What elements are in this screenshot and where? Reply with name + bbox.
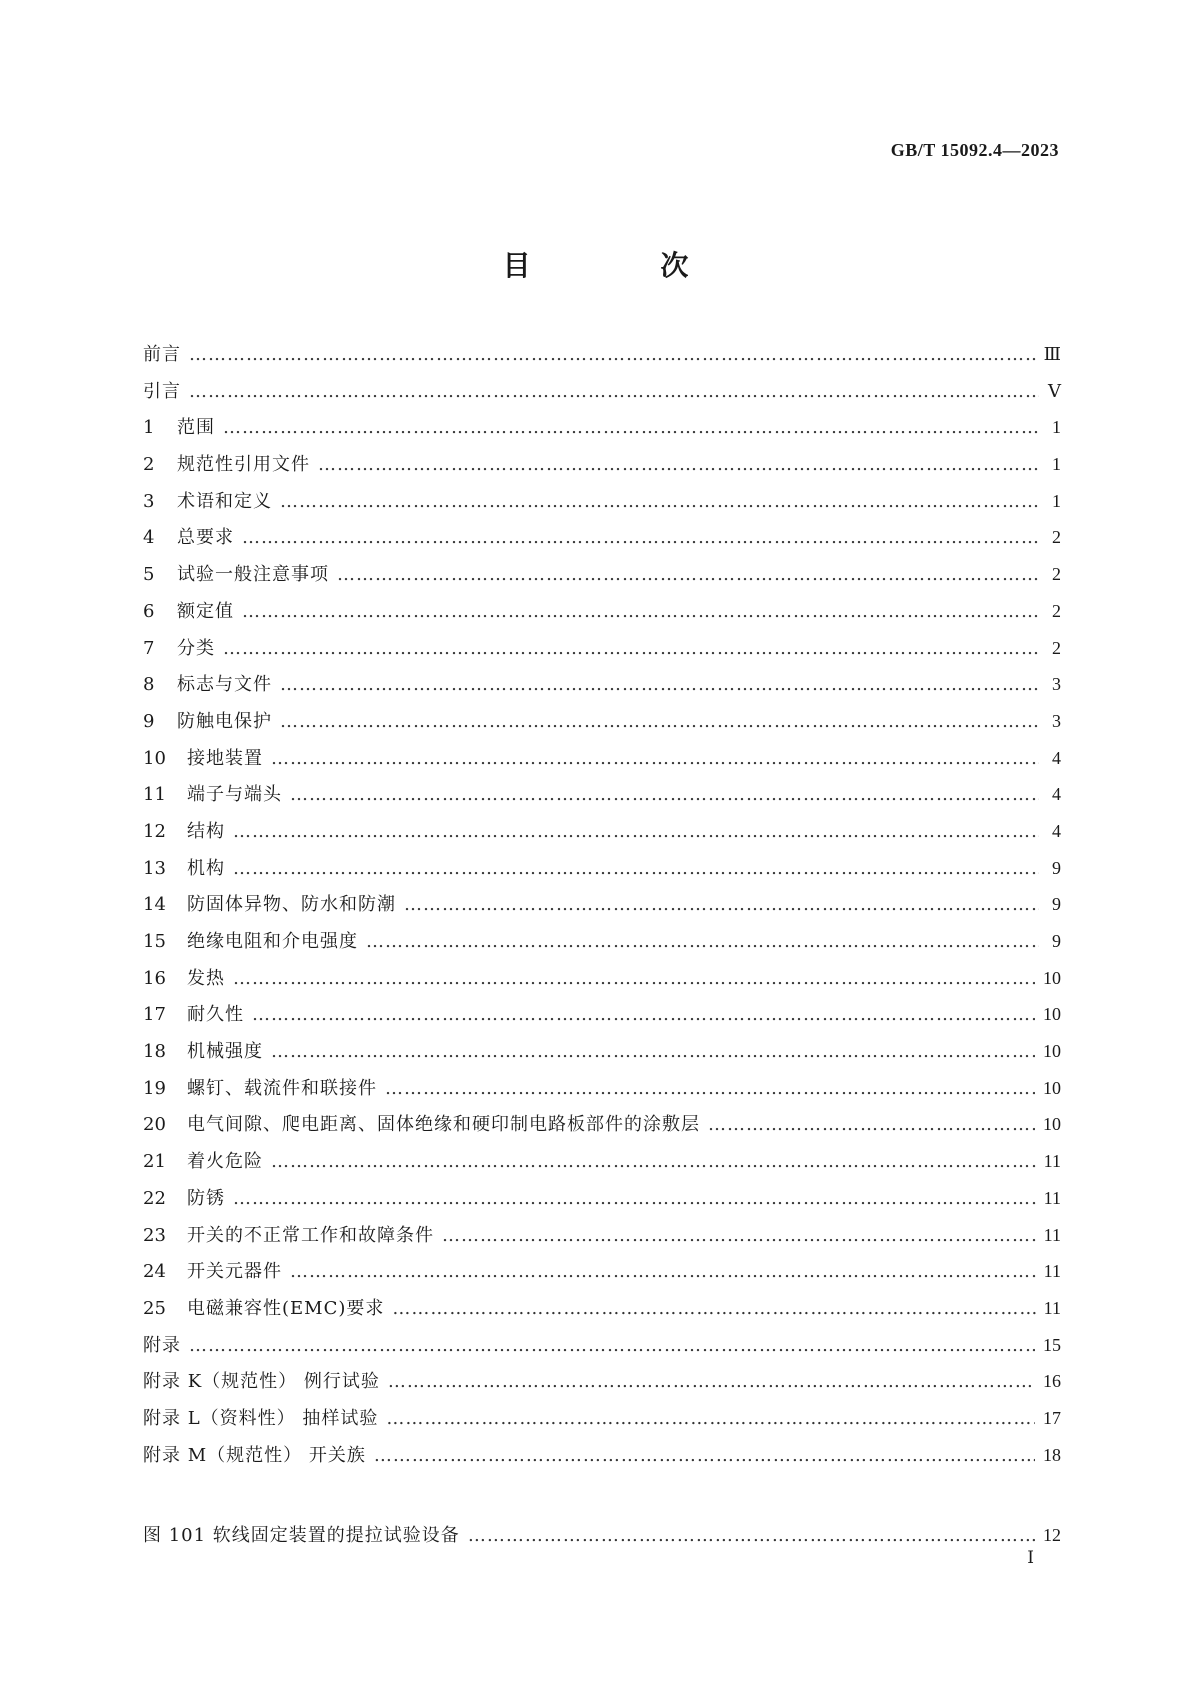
toc-entry[interactable]	[143, 996, 1061, 1033]
toc-entry-label: 总要求	[177, 527, 234, 549]
toc-entry[interactable]	[143, 1363, 1061, 1400]
toc-entry-label: 接地装置	[187, 747, 263, 769]
toc-entry-page: 2	[1052, 600, 1061, 621]
toc-entry[interactable]	[143, 1143, 1061, 1180]
toc-entry-page: 10	[1043, 1114, 1061, 1135]
dot-leader	[233, 851, 1039, 888]
toc-entry-page: 11	[1043, 1297, 1061, 1318]
toc-entry-label: 电磁兼容性(EMC)要求	[187, 1297, 385, 1319]
toc-entry-label: 防锈	[187, 1187, 225, 1209]
toc-entry-page: 1	[1052, 454, 1061, 475]
toc-entry-label: 防触电保护	[177, 710, 272, 732]
toc-entry-number: 12	[143, 820, 166, 842]
toc-entry-number: 17	[143, 1004, 166, 1026]
toc-entry-page: 11	[1043, 1261, 1061, 1282]
toc-entry-label: 试验一般注意事项	[177, 564, 329, 586]
dot-leader	[708, 1107, 1035, 1144]
toc-entry-page: 3	[1052, 674, 1061, 695]
toc-entry-label: 绝缘电阻和介电强度	[187, 931, 358, 952]
toc-entry[interactable]	[143, 409, 1061, 446]
toc-entry-label: 附录 K（规范性） 例行试验	[143, 1371, 380, 1393]
toc-entry-page: 11	[1043, 1187, 1061, 1208]
toc-entry-label: 开关的不正常工作和故障条件	[187, 1224, 434, 1246]
dot-leader	[386, 1401, 1035, 1438]
dot-leader	[280, 704, 1039, 741]
toc-entry[interactable]	[143, 1400, 1061, 1437]
toc-entry[interactable]	[143, 1437, 1061, 1474]
toc-entry-label: 引言	[143, 380, 181, 402]
figure-entry-page: 12	[1043, 1525, 1061, 1545]
toc-entry[interactable]	[143, 776, 1061, 813]
toc-entry[interactable]	[143, 483, 1061, 520]
toc-entry-number: 19	[143, 1077, 166, 1099]
toc-entry-label: 耐久性	[187, 1004, 244, 1026]
figure-list	[143, 1517, 1061, 1554]
toc-entry-page: 17	[1043, 1407, 1061, 1428]
figure-entry-label: 图 101 软线固定装置的提拉试验设备	[143, 1525, 460, 1546]
toc-entry-page: 2	[1052, 527, 1061, 548]
page-number: Ⅰ	[1027, 1548, 1034, 1567]
toc-entry-label: 着火危险	[187, 1151, 263, 1173]
toc-entry-number: 22	[143, 1187, 166, 1209]
dot-leader	[223, 410, 1039, 447]
page-title: 目 次	[502, 249, 749, 282]
toc-entry-label: 标志与文件	[177, 674, 272, 696]
dot-leader	[290, 1254, 1036, 1291]
dot-leader	[252, 997, 1035, 1034]
dot-leader	[233, 961, 1035, 998]
dot-leader	[374, 1438, 1035, 1475]
dot-leader	[280, 667, 1039, 704]
toc-entry[interactable]	[143, 336, 1061, 373]
toc-entry-page: 2	[1052, 564, 1061, 585]
toc-entry-number: 13	[143, 857, 166, 879]
toc-entry-label: 术语和定义	[177, 490, 272, 512]
toc-entry-page: 2	[1052, 637, 1061, 658]
toc-entry[interactable]	[143, 1290, 1061, 1327]
toc-entry-number: 15	[143, 931, 166, 952]
dot-leader	[271, 1144, 1036, 1181]
dot-leader	[404, 887, 1039, 924]
figure-entry[interactable]	[143, 1517, 1061, 1554]
toc-entry[interactable]	[143, 1327, 1061, 1364]
toc-entry-number: 8	[143, 674, 155, 696]
toc-entry-page: 10	[1043, 1004, 1061, 1025]
toc-entry-number: 5	[143, 564, 155, 586]
toc-entry-page: 16	[1043, 1371, 1061, 1392]
toc-entry-page: 4	[1052, 820, 1061, 841]
dot-leader	[385, 1071, 1035, 1108]
toc-entry-number: 7	[143, 637, 155, 659]
toc-entry-label: 附录	[143, 1334, 181, 1356]
table-of-contents	[143, 336, 1061, 1473]
toc-entry-label: 规范性引用文件	[177, 454, 310, 476]
toc-entry-page: 9	[1052, 857, 1061, 878]
toc-entry-page: 4	[1052, 784, 1061, 805]
toc-entry[interactable]	[143, 1106, 1061, 1143]
toc-entry-label: 前言	[143, 344, 181, 365]
toc-entry-label: 附录 L（资料性） 抽样试验	[143, 1407, 379, 1429]
dot-leader	[271, 1034, 1035, 1071]
toc-entry-label: 附录 M（规范性） 开关族	[143, 1444, 366, 1466]
toc-entry-label: 电气间隙、爬电距离、固体绝缘和硬印制电路板部件的涂敷层	[187, 1114, 700, 1136]
dot-leader	[189, 1328, 1035, 1365]
toc-entry[interactable]	[143, 556, 1061, 593]
toc-entry[interactable]	[143, 960, 1061, 997]
toc-entry[interactable]	[143, 630, 1061, 667]
toc-entry-page: 3	[1052, 710, 1061, 731]
toc-entry[interactable]	[143, 666, 1061, 703]
toc-entry[interactable]	[143, 1217, 1061, 1254]
toc-entry-number: 1	[143, 417, 155, 439]
toc-entry-label: 结构	[187, 820, 225, 842]
toc-entry[interactable]	[143, 1180, 1061, 1217]
toc-entry-number: 16	[143, 967, 166, 989]
toc-entry-number: 9	[143, 710, 155, 732]
toc-entry-page: 18	[1043, 1444, 1061, 1465]
toc-entry-number: 3	[143, 490, 155, 512]
dot-leader	[233, 814, 1039, 851]
toc-entry-page: 1	[1052, 490, 1061, 511]
toc-entry-label: 发热	[187, 967, 225, 989]
toc-entry-number: 14	[143, 894, 166, 916]
toc-entry-label: 额定值	[177, 600, 234, 622]
toc-entry[interactable]	[143, 593, 1061, 630]
dot-leader	[189, 337, 1036, 374]
toc-entry-number: 4	[143, 527, 155, 549]
toc-entry-page: 1	[1052, 417, 1061, 438]
toc-entry-page: 4	[1052, 747, 1061, 768]
toc-entry[interactable]	[143, 740, 1061, 777]
toc-entry-page: Ⅲ	[1043, 344, 1061, 364]
dot-leader	[271, 741, 1039, 778]
toc-entry-label: 端子与端头	[187, 784, 282, 806]
dot-leader	[242, 594, 1039, 631]
dot-leader	[392, 1291, 1035, 1328]
toc-entry-page: 10	[1043, 967, 1061, 988]
dot-leader	[242, 520, 1039, 557]
toc-entry-number: 25	[143, 1297, 166, 1319]
toc-entry[interactable]	[143, 850, 1061, 887]
toc-entry[interactable]	[143, 373, 1061, 410]
toc-entry-page: 10	[1043, 1077, 1061, 1098]
toc-entry-number: 23	[143, 1224, 166, 1246]
dot-leader	[366, 924, 1039, 961]
toc-entry-page: 9	[1052, 931, 1061, 951]
dot-leader	[290, 777, 1039, 814]
toc-entry-label: 防固体异物、防水和防潮	[187, 894, 396, 916]
toc-entry[interactable]	[143, 1253, 1061, 1290]
toc-entry-number: 24	[143, 1261, 166, 1283]
toc-entry[interactable]	[143, 886, 1061, 923]
dot-leader	[189, 374, 1039, 411]
toc-entry-number: 10	[143, 747, 166, 769]
toc-entry-page: Ⅴ	[1048, 380, 1061, 401]
toc-entry[interactable]	[143, 813, 1061, 850]
standard-code: GB/T 15092.4—2023	[890, 140, 1059, 160]
toc-entry[interactable]	[143, 446, 1061, 483]
dot-leader	[280, 484, 1039, 521]
toc-entry-page: 15	[1043, 1334, 1061, 1355]
dot-leader	[337, 557, 1039, 594]
toc-entry-number: 2	[143, 454, 155, 476]
toc-entry-number: 11	[143, 784, 166, 806]
toc-entry-label: 机械强度	[187, 1041, 263, 1063]
toc-entry-page: 11	[1043, 1151, 1061, 1172]
toc-entry-label: 分类	[177, 637, 215, 659]
toc-entry[interactable]	[143, 1070, 1061, 1107]
toc-entry[interactable]	[143, 1033, 1061, 1070]
toc-entry-page: 11	[1043, 1224, 1061, 1245]
toc-entry-number: 21	[143, 1151, 166, 1173]
toc-entry-label: 范围	[177, 417, 215, 439]
toc-entry-label: 机构	[187, 857, 225, 879]
toc-entry-label: 开关元器件	[187, 1261, 282, 1283]
toc-entry[interactable]	[143, 703, 1061, 740]
dot-leader	[442, 1218, 1036, 1255]
dot-leader	[233, 1181, 1036, 1218]
dot-leader	[223, 631, 1039, 668]
toc-entry-label: 螺钉、载流件和联接件	[187, 1077, 377, 1099]
toc-entry-number: 18	[143, 1041, 166, 1063]
toc-entry[interactable]	[143, 923, 1061, 960]
dot-leader	[318, 447, 1039, 484]
toc-entry-page: 9	[1052, 894, 1061, 915]
toc-entry-number: 20	[143, 1114, 166, 1136]
toc-entry-number: 6	[143, 600, 155, 622]
dot-leader	[468, 1518, 1035, 1555]
dot-leader	[388, 1364, 1035, 1401]
toc-entry[interactable]	[143, 519, 1061, 556]
toc-entry-page: 10	[1043, 1041, 1061, 1062]
